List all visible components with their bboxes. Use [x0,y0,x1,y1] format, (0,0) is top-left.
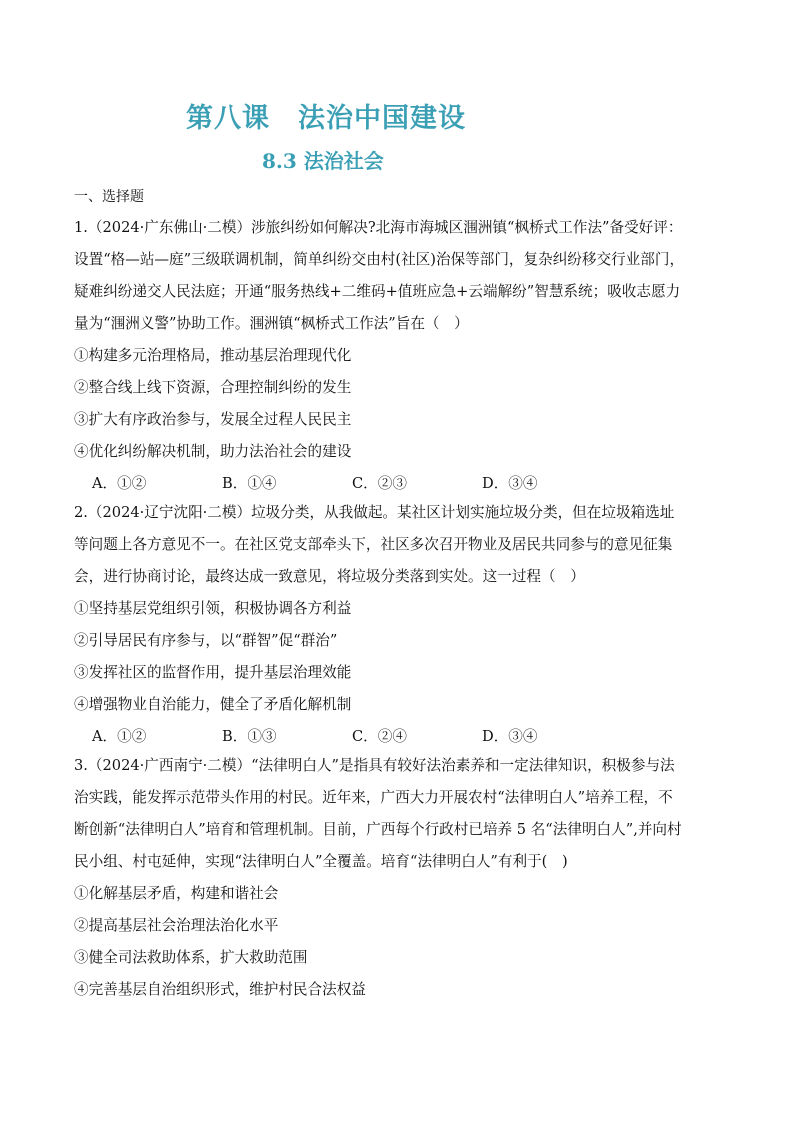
question-2-option: ④增强物业自治能力，健全了矛盾化解机制 [74,696,352,713]
question-1-option: ③扩大有序政治参与，发展全过程人民民主 [74,411,352,428]
question-3 [74,750,724,1006]
question-1-line: 1.（2024·广东佛山·二模）涉旅纠纷如何解决?北海市海城区涠洲镇“枫桥式工作法”备受好评： [74,219,683,236]
question-1-line: 疑难纠纷递交人民法庭；开通“服务热线+二维码+值班应急+云端解纷”智慧系统；吸收志愿力 [74,283,681,300]
question-1-line: 设置“格—站—庭”三级联调机制，简单纠纷交由村(社区)治保等部门，复杂纠纷移交行业部门， [74,251,685,268]
choice-b: B．①④ [222,475,277,492]
question-2-option: ②引导居民有序参与，以“群智”促“群治” [74,632,338,649]
question-2-line: 2.（2024·辽宁沈阳·二模）垃圾分类，从我做起。某社区计划实施垃圾分类，但在垃圾箱选址 [74,504,675,521]
question-1-choices [74,468,724,500]
question-1-option: ④优化纠纷解决机制，助力法治社会的建设 [74,443,352,460]
question-3-line: 3.（2024·广西南宁·二模）“法律明白人”是指具有较好法治素养和一定法律知识，积极参与法 [74,757,675,774]
question-2-line: 等问题上各方意见不一。在社区党支部牵头下，社区多次召开物业及居民共同参与的意见征集 [74,536,673,553]
question-1 [74,212,724,500]
section-heading: 一、选择题 [74,189,144,205]
question-3-option: ①化解基层矛盾，构建和谐社会 [74,885,279,902]
question-3-line: 治实践，能发挥示范带头作用的村民。近年来，广西大力开展农村“法律明白人”培养工程，不 [74,789,673,806]
question-3-option: ③健全司法救助体系，扩大救助范围 [74,949,308,966]
lesson-subtitle: 8.3 法治社会 [262,149,384,173]
question-2-choices [74,721,724,753]
choice-a: A．①② [92,475,147,492]
question-2-line: 会，进行协商讨论，最终达成一致意见，将垃圾分类落到实处。这一过程（ ） [74,568,585,585]
question-2-option: ①坚持基层党组织引领，积极协调各方利益 [74,600,352,617]
lesson-title: 第八课 法治中国建设 [186,103,466,134]
choice-a: A．①② [92,728,147,745]
question-2-option: ③发挥社区的监督作用，提升基层治理效能 [74,664,352,681]
question-1-option: ①构建多元治理格局，推动基层治理现代化 [74,347,352,364]
question-3-line: 民小组、村屯延伸，实现“法律明白人”全覆盖。培育“法律明白人”有利于( ) [74,853,568,870]
question-1-line: 量为“涠洲义警”协助工作。涠洲镇“枫桥式工作法”旨在（ ） [74,315,469,332]
choice-d: D．③④ [482,728,538,745]
question-3-option: ②提高基层社会治理法治化水平 [74,917,279,934]
choice-c: C．②③ [352,475,407,492]
question-1-option: ②整合线上线下资源，合理控制纠纷的发生 [74,379,352,396]
question-3-option: ④完善基层自治组织形式，维护村民合法权益 [74,981,366,998]
question-2 [74,497,724,753]
choice-d: D．③④ [482,475,538,492]
question-3-line: 断创新“法律明白人”培育和管理机制。目前，广西每个行政村已培养 5 名“法律明白人”,并向村 [74,821,682,838]
choice-c: C．②④ [352,728,407,745]
choice-b: B．①③ [222,728,277,745]
